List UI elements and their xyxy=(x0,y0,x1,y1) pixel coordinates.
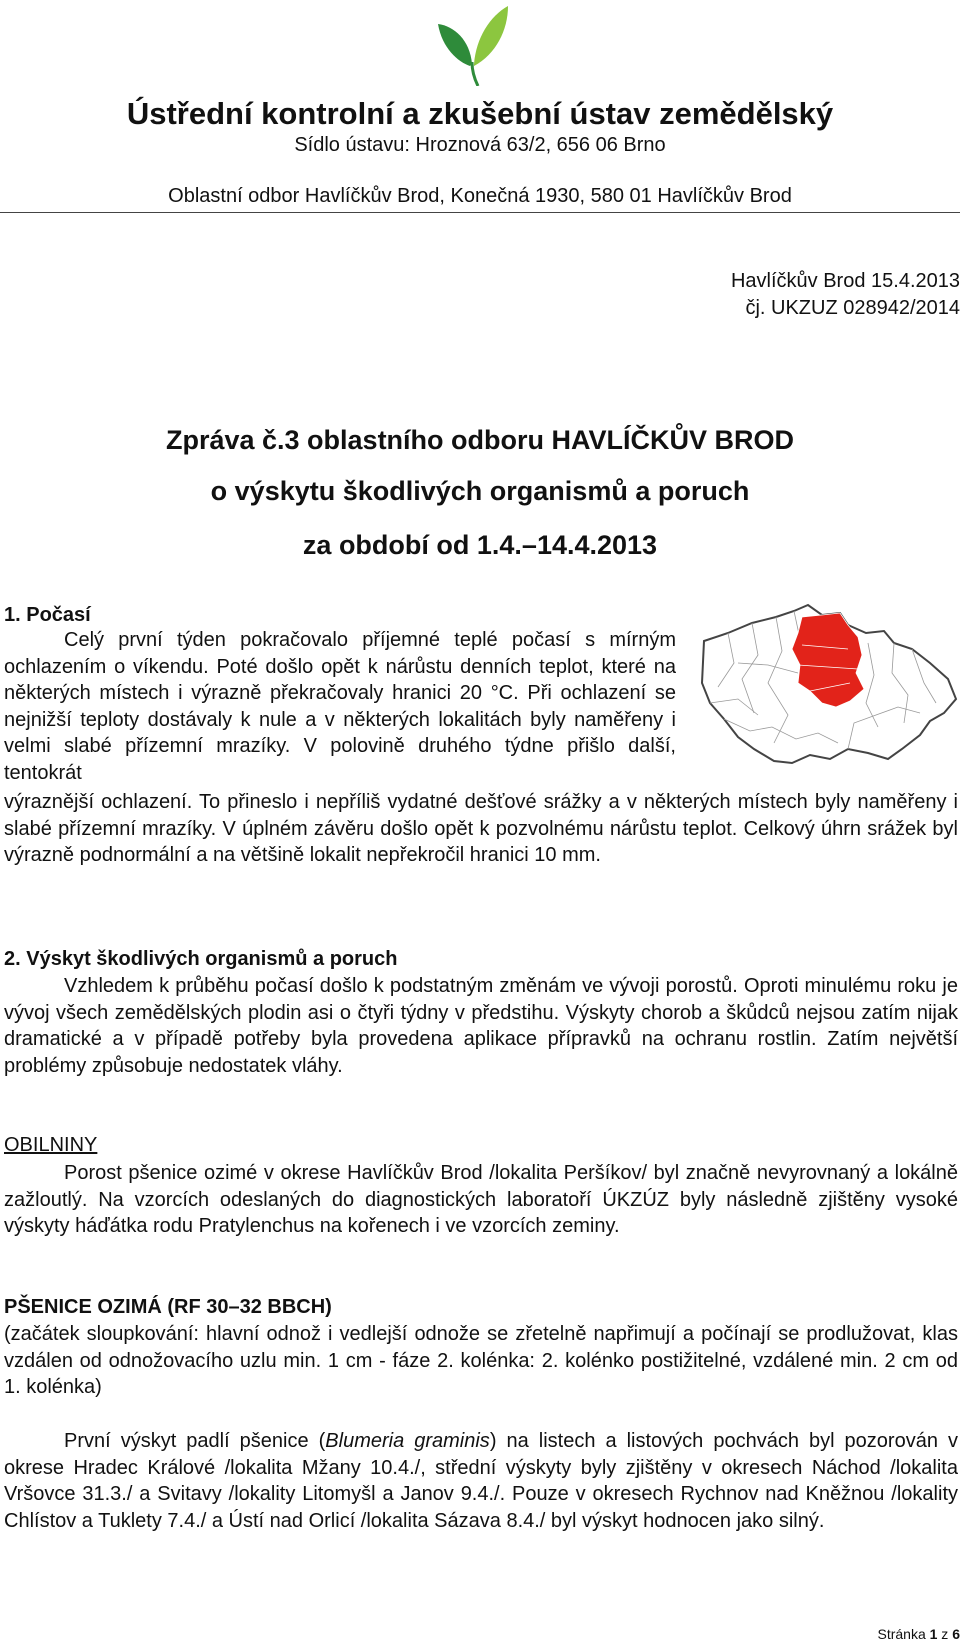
mildew-block xyxy=(4,1428,958,1534)
page-total: 6 xyxy=(952,1626,960,1642)
document-date: Havlíčkův Brod 15.4.2013 xyxy=(730,270,960,292)
weather-text-wide: výraznější ochlazení. To přineslo i nepříliš vydatné dešťové srážky a v některých místech byly naměřeny i slabé přízemní mrazíky. V úplném závěru došlo opět k pozvolnému nárůstu teplot. Celkový úhrn srážek byl výrazně podnormální a na většině lokalit nepřekročil hranici 10 mm. xyxy=(4,791,958,866)
weather-text-block-1 xyxy=(4,627,676,786)
reference-number: čj. UKZUZ 028942/2014 xyxy=(745,297,960,319)
cereals-heading: OBILNINY xyxy=(4,1134,98,1156)
mildew-text xyxy=(4,1428,958,1534)
logo-leaf-left-icon xyxy=(438,24,472,66)
institute-name: Ústřední kontrolní a zkušební ústav zemědělský xyxy=(126,96,834,131)
logo-stem-icon xyxy=(472,62,478,86)
page-prefix: Stránka xyxy=(877,1626,930,1642)
mildew-latin-name: Blumeria graminis xyxy=(325,1430,490,1452)
page-number xyxy=(877,1626,960,1642)
report-title-line-3: za období od 1.4.–14.4.2013 xyxy=(302,530,658,560)
region-map xyxy=(698,603,960,771)
wheat-stage-block xyxy=(4,1321,958,1401)
pests-text-block xyxy=(4,973,958,1079)
report-title-line-1: Zpráva č.3 oblastního odboru HAVLÍČKŮV BROD xyxy=(165,425,795,455)
page-current: 1 xyxy=(929,1626,938,1642)
mildew-text-pre: První výskyt padlí pšenice ( xyxy=(64,1430,326,1452)
logo-leaf-right-icon xyxy=(474,6,508,66)
weather-text-narrow: Celý první týden pokračovalo příjemné teplé počasí s mírným ochlazením o víkendu. Poté došlo opět k nárůstu denních teplot, které na některých místech i výrazně překračovaly hranici 20 °C. Při ochlazení se nejnižší teploty dostávaly k nule a v některých lokalitách byly naměřeny i velmi slabé přízemní mrazíky. V polovině druhého týdne přišlo další, tentokrát xyxy=(4,629,676,784)
page-mid: z xyxy=(937,1626,953,1642)
institute-logo xyxy=(436,4,510,86)
cereals-text-block xyxy=(4,1160,958,1240)
header-divider xyxy=(0,212,960,213)
regional-office: Oblastní odbor Havlíčkův Brod, Konečná 1930, 580 01 Havlíčkův Brod xyxy=(168,185,792,207)
pests-text: Vzhledem k průběhu počasí došlo k podstatným změnám ve vývoji porostů. Oproti minulému roku je vývoj všech zemědělských plodin asi o čtyři týdny v předstihu. Výskyty chorob a škůdců nejsou zatím nijak dramatické a v případě potřeby byla provedena aplikace přípravků na ochranu rostlin. Zatím největší problémy způsobuje nedostatek vláhy. xyxy=(4,975,958,1077)
weather-text-block-2 xyxy=(4,789,958,869)
report-title-line-2: o výskytu škodlivých organismů a poruch xyxy=(210,476,750,506)
weather-heading: 1. Počasí xyxy=(4,604,91,626)
wheat-heading: PŠENICE OZIMÁ (RF 30–32 BBCH) xyxy=(4,1296,332,1318)
mildew-text-post: ) na listech a listových pochvách byl pozorován v okrese Hradec Králové /lokalita Mžany 10.4./, střední výskyty byly zjištěny v okresech Náchod /lokalita Vršovce 31.3./ a Svitavy /lokality Litomyšl a Janov 9.4./. Pouze v okresech Rychnov nad Kněžnou /lokality Chlístov a Tuklety 7.4./ a Ústí nad Orlicí /lokalita Sázava 8.4./ byl výskyt hodnocen jako silný. xyxy=(4,1430,958,1532)
cereals-text: Porost pšenice ozimé v okrese Havlíčkův Brod /lokalita Peršíkov/ byl značně nevyrovnaný a lokálně zažloutlý. Na vzorcích odeslaných do diagnostických laboratoří ÚKZÚZ byly následně zjištěny vysoké výskyty háďátka rodu Pratylenchus na kořenech i ve vzorcích zeminy. xyxy=(4,1162,958,1237)
institute-seat: Sídlo ústavu: Hroznová 63/2, 656 06 Brno xyxy=(294,134,666,156)
pests-heading: 2. Výskyt škodlivých organismů a poruch xyxy=(4,948,398,970)
wheat-stage-text: (začátek sloupkování: hlavní odnož i vedlejší odnože se zřetelně napřimují a počínají se prodlužovat, klas vzdálen od odnožovacího uzlu min. 1 cm - fáze 2. kolénka: 2. kolénko postižitelné, vzdálené min. 2 cm od 1. kolénka) xyxy=(4,1323,958,1398)
